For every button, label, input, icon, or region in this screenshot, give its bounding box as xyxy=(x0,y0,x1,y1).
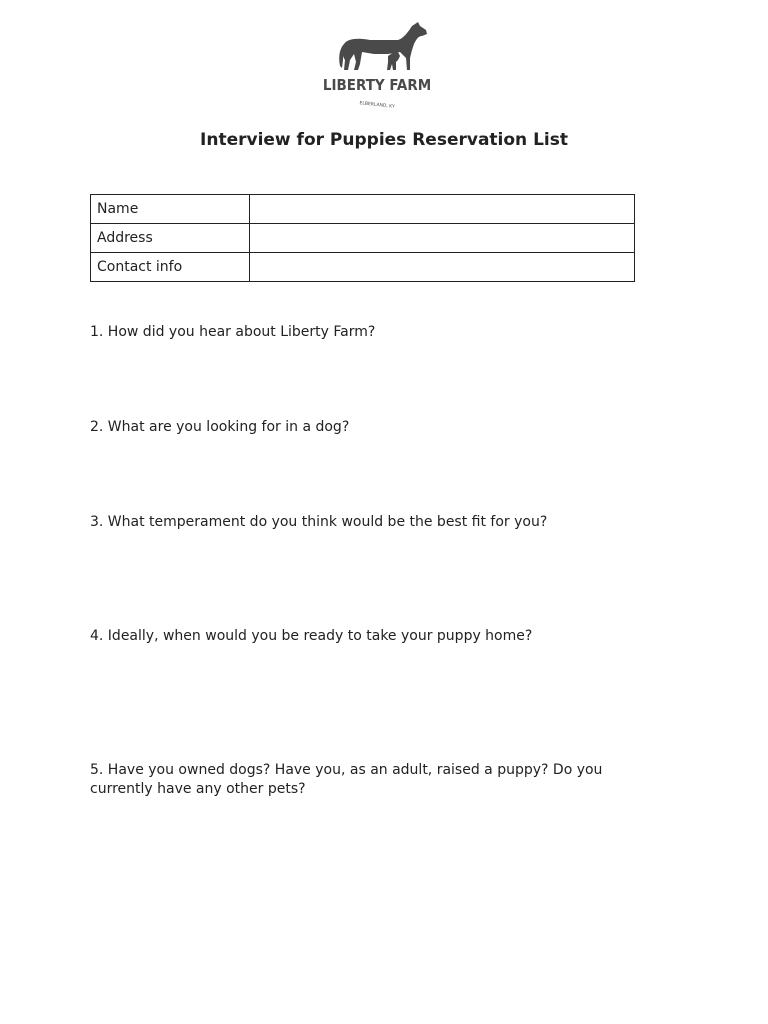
name-label: Name xyxy=(91,195,250,224)
table-row-address xyxy=(91,224,635,253)
horse-and-dog-icon xyxy=(339,22,427,70)
page-title: Interview for Puppies Reservation List xyxy=(200,130,568,150)
applicant-info-table xyxy=(90,194,635,282)
question-2: 2. What are you looking for in a dog? xyxy=(90,419,350,435)
address-field[interactable] xyxy=(250,224,635,253)
logo-text: LIBERTY FARM xyxy=(322,76,432,94)
logo-subtext: ELBERLAND, KY xyxy=(359,101,395,110)
table-row-contact-info xyxy=(91,253,635,282)
question-1: 1. How did you hear about Liberty Farm? xyxy=(90,324,376,340)
name-field[interactable] xyxy=(250,195,635,224)
question-4: 4. Ideally, when would you be ready to take your puppy home? xyxy=(90,628,533,644)
address-label: Address xyxy=(91,224,250,253)
question-5: 5. Have you owned dogs? Have you, as an adult, raised a puppy? Do you currently have any other pets? xyxy=(90,762,603,797)
liberty-farm-logo xyxy=(314,20,444,112)
contact-info-field[interactable] xyxy=(250,253,635,282)
contact-info-label: Contact info xyxy=(91,253,250,282)
table-row-name xyxy=(91,195,635,224)
question-3: 3. What temperament do you think would be the best fit for you? xyxy=(90,514,548,530)
